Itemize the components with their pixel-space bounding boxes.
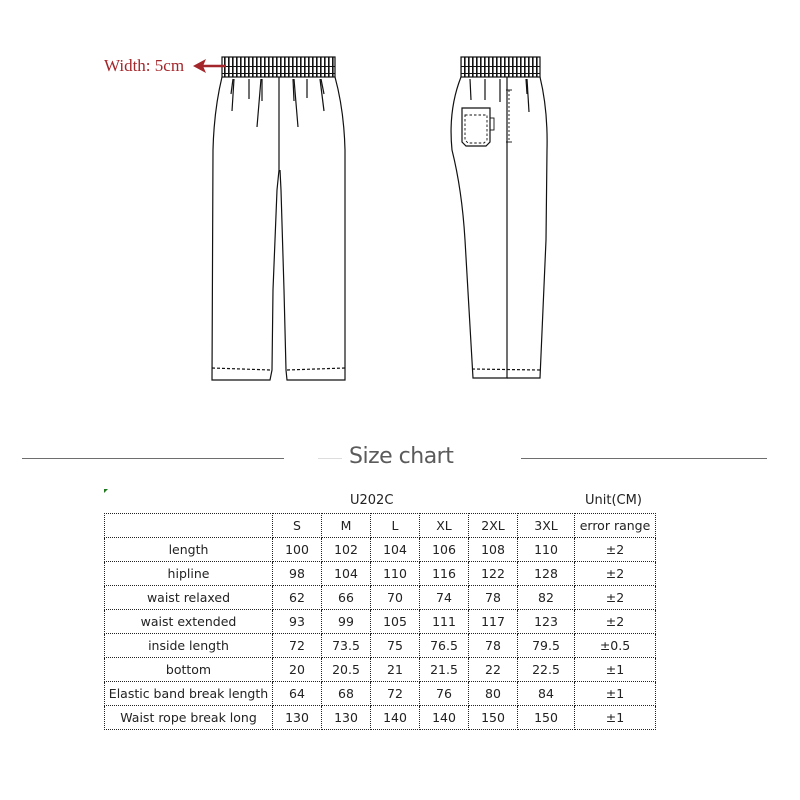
cell: 100 (273, 538, 322, 562)
divider-left (22, 458, 284, 459)
error-cell: ±1 (575, 658, 656, 682)
cell: 117 (469, 610, 518, 634)
error-cell: ±2 (575, 610, 656, 634)
cell: 104 (371, 538, 420, 562)
cell: 84 (518, 682, 575, 706)
header-cell: 2XL (469, 514, 518, 538)
size-chart-header (0, 440, 800, 476)
cell: 72 (273, 634, 322, 658)
cell: 82 (518, 586, 575, 610)
cell: 110 (518, 538, 575, 562)
error-cell: ±1 (575, 706, 656, 730)
cell: 68 (322, 682, 371, 706)
cell: 123 (518, 610, 575, 634)
cell: 110 (371, 562, 420, 586)
table-row (105, 538, 656, 562)
cell: 70 (371, 586, 420, 610)
row-label: Waist rope break long (105, 706, 273, 730)
error-cell: ±2 (575, 562, 656, 586)
cell: 21 (371, 658, 420, 682)
cell: 93 (273, 610, 322, 634)
cell: 80 (469, 682, 518, 706)
divider-left-faint (318, 458, 342, 459)
cell: 108 (469, 538, 518, 562)
row-label: waist relaxed (105, 586, 273, 610)
header-cell: error range (575, 514, 656, 538)
header-cell: L (371, 514, 420, 538)
unit-label: Unit(CM) (585, 493, 642, 508)
cell: 72 (371, 682, 420, 706)
cell: 76.5 (420, 634, 469, 658)
cell-marker-icon (104, 489, 108, 493)
cell: 99 (322, 610, 371, 634)
header-cell: 3XL (518, 514, 575, 538)
model-code: U202C (350, 493, 394, 508)
row-label: bottom (105, 658, 273, 682)
header-cell: XL (420, 514, 469, 538)
row-label: hipline (105, 562, 273, 586)
cell: 105 (371, 610, 420, 634)
cell: 106 (420, 538, 469, 562)
error-cell: ±0.5 (575, 634, 656, 658)
cell: 150 (469, 706, 518, 730)
cell: 122 (469, 562, 518, 586)
header-cell: S (273, 514, 322, 538)
size-chart-table (104, 513, 656, 730)
cell: 66 (322, 586, 371, 610)
cell: 78 (469, 586, 518, 610)
back-pocket (462, 108, 490, 146)
cell: 21.5 (420, 658, 469, 682)
cell: 140 (371, 706, 420, 730)
divider-right (521, 458, 767, 459)
row-label: inside length (105, 634, 273, 658)
table-row (105, 610, 656, 634)
back-view-drawing (451, 57, 547, 378)
error-cell: ±1 (575, 682, 656, 706)
cell: 116 (420, 562, 469, 586)
row-label: Elastic band break length (105, 682, 273, 706)
cell: 64 (273, 682, 322, 706)
cell: 76 (420, 682, 469, 706)
cell: 150 (518, 706, 575, 730)
cell: 22 (469, 658, 518, 682)
cell: 98 (273, 562, 322, 586)
cell: 130 (322, 706, 371, 730)
cell: 104 (322, 562, 371, 586)
cell: 78 (469, 634, 518, 658)
waistband-elastic (222, 57, 335, 77)
width-annotation-label: Width: 5cm (104, 56, 185, 75)
cell: 75 (371, 634, 420, 658)
row-label: length (105, 538, 273, 562)
error-cell: ±2 (575, 586, 656, 610)
table-row (105, 706, 656, 730)
row-label: waist extended (105, 610, 273, 634)
cell: 79.5 (518, 634, 575, 658)
waistband-elastic (461, 57, 540, 77)
cell: 22.5 (518, 658, 575, 682)
cell: 128 (518, 562, 575, 586)
arrow-left-icon (193, 59, 226, 73)
front-view-drawing (212, 57, 345, 380)
table-row (105, 682, 656, 706)
header-cell: M (322, 514, 371, 538)
cell: 20.5 (322, 658, 371, 682)
table-row (105, 562, 656, 586)
cell: 74 (420, 586, 469, 610)
cell: 111 (420, 610, 469, 634)
cell: 62 (273, 586, 322, 610)
error-cell: ±2 (575, 538, 656, 562)
cell: 102 (322, 538, 371, 562)
cell: 130 (273, 706, 322, 730)
table-header-row (105, 514, 656, 538)
table-row (105, 658, 656, 682)
cell: 140 (420, 706, 469, 730)
table-row (105, 586, 656, 610)
header-cell (105, 514, 273, 538)
cell: 73.5 (322, 634, 371, 658)
cell: 20 (273, 658, 322, 682)
table-row (105, 634, 656, 658)
section-title: Size chart (349, 444, 454, 469)
